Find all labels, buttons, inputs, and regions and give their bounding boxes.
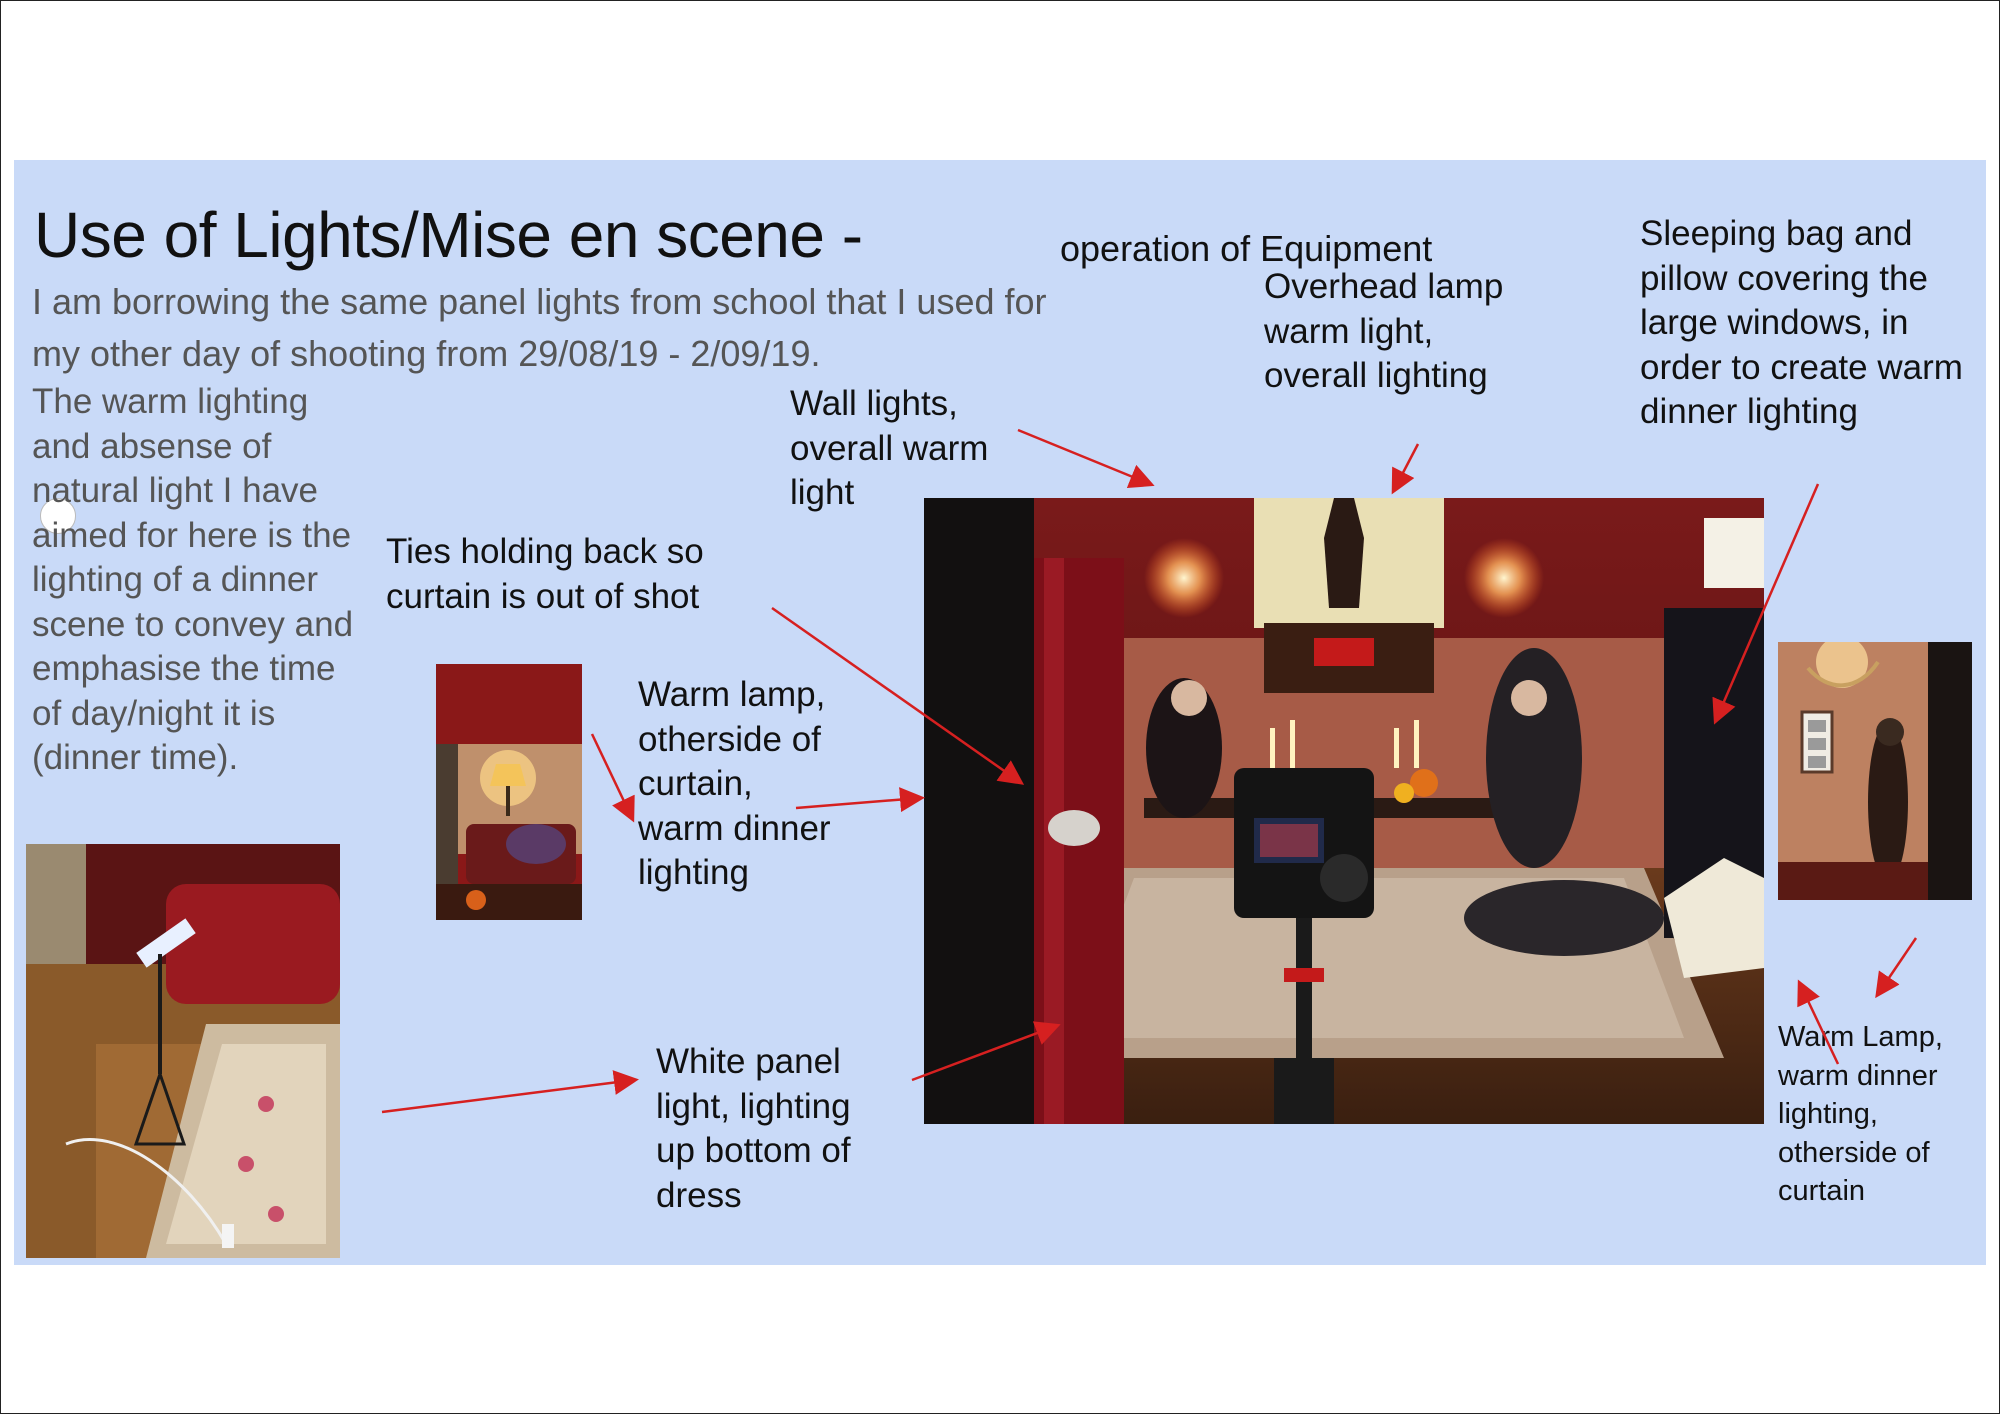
arrow-warm-lamp-main [796,798,920,808]
arrow-ties [772,608,1020,782]
label-white-panel: White panel light, lighting up bottom of dress [656,1042,851,1215]
page-subtitle: operation of Equipment [1060,228,1433,269]
intro-text: I am borrowing the same panel lights from school that I used for my other day of shooting from 29/08/19 - 2/09/19. [32,281,1047,374]
arrow-warm-lamp-right-up [1800,984,1838,1064]
page-title: Use of Lights/Mise en scene - [34,199,863,271]
arrow-sleeping-bag [1716,484,1818,720]
arrow-wall-lights [1018,430,1150,484]
arrow-warm-lamp-right [1878,938,1916,994]
arrow-white-panel-left [382,1080,634,1112]
label-warm-lamp: Warm lamp, otherside of curtain, warm dinner lighting [638,675,831,892]
label-sleeping-bag: Sleeping bag and pillow covering the large windows, in order to create warm dinner lighting [1640,214,1963,431]
label-overhead-lamp: Overhead lamp warm light, overall lighting [1264,267,1504,395]
arrow-white-panel-right [912,1026,1056,1080]
body-text: The warm lighting and absense of natural light I have aimed for here is the lighting of a dinner scene to convey and emphasise the time of day/night it is (dinner time). [32,382,354,777]
arrow-overhead-lamp [1394,444,1418,490]
label-ties: Ties holding back so curtain is out of shot [386,532,704,616]
arrow-warm-lamp-small [592,734,632,818]
label-warm-lamp-right: Warm Lamp, warm dinner lighting, otherside of curtain [1778,1021,1943,1207]
label-wall-lights: Wall lights, overall warm light [790,384,989,512]
